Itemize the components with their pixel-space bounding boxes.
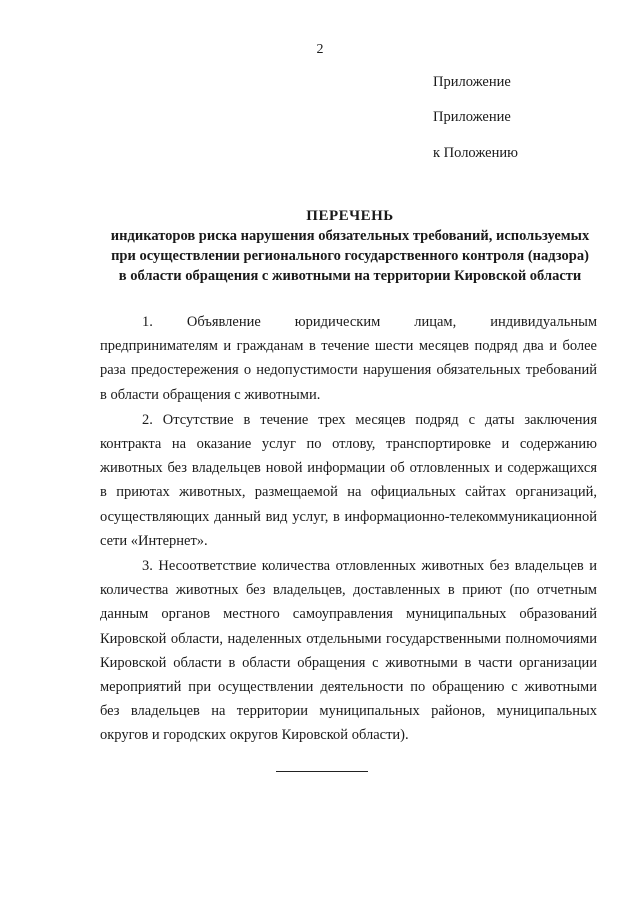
document-subtitle-line: в области обращения с животными на территории Кировской области	[118, 268, 582, 284]
appendix-reference: к Положению	[433, 145, 518, 161]
end-divider-line	[276, 771, 368, 772]
document-title: ПЕРЕЧЕНЬ	[306, 208, 394, 224]
document-subtitle-line: при осуществлении регионального государственного контроля (надзора)	[111, 248, 589, 264]
title-block	[95, 207, 605, 286]
appendix-label: Приложение	[433, 109, 511, 125]
paragraph-item-1: 1. Объявление юридическим лицам, индивидуальным предпринимателям и гражданам в течение шести месяцев подряд два и более раза предостережения о недопустимости нарушения обязательных требований в области обращения с животными.	[100, 314, 597, 403]
document-body	[100, 310, 597, 749]
page-number: 2	[316, 42, 324, 57]
document-subtitle-line: индикаторов риска нарушения обязательных требований, используемых	[110, 228, 590, 244]
paragraph-item-3: 3. Несоответствие количества отловленных животных без владельцев и количества животных без владельцев, доставленных в приют (по отчетным данным органов местного самоуправления муниципальных образований Кировской области, наделенных отдельными государственными полномочиями Кировской области в области обращения с животными в части организации мероприятий при осуществлении деятельности по обращению с животными без владельцев на территории муниципальных районов, муниципальных округов и городских округов Кировской области).	[100, 558, 597, 744]
appendix-label: Приложение	[433, 74, 511, 90]
paragraph-item-2: 2. Отсутствие в течение трех месяцев подряд с даты заключения контракта на оказание услуг по отлову, транспортировке и содержанию животных без владельцев новой информации об отловленных и содержащихся в приютах животных, размещаемой на официальных сайтах организаций, осуществляющих данный вид услуг, в информационно-телекоммуникационной сети «Интернет».	[100, 411, 597, 549]
